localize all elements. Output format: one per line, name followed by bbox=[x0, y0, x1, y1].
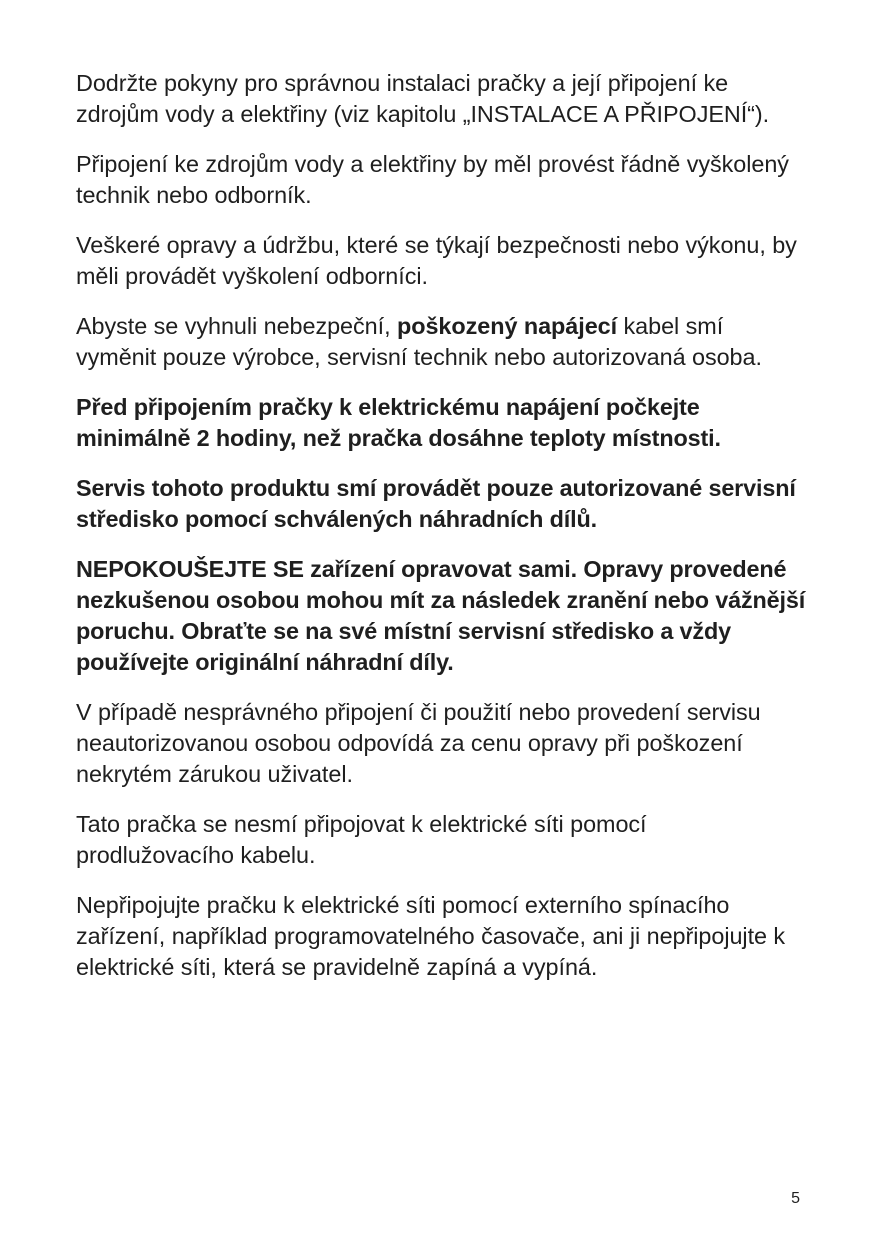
damaged-cable-text-start: Abyste se vyhnuli nebezpeční, bbox=[76, 313, 397, 339]
paragraph-no-external-switch: Nepřipojujte pračku k elektrické síti pomocí externího spínacího zařízení, například programovatelného časovače, ani ji nepřipojujte k elektrické síti, která se pravidelně zapíná a vypíná. bbox=[76, 892, 786, 980]
paragraph-damaged-cable bbox=[76, 311, 806, 373]
damaged-cable-emphasis: poškozený napájecí bbox=[396, 313, 618, 339]
paragraph-do-not-repair-yourself: NEPOKOUŠEJTE SE zařízení opravovat sami. Opravy provedené nezkušenou osobou mohou mít za následek zranění nebo vážnější poruchu. Obraťte se na své místní servisní středisko a vždy používejte originální náhradní díly. bbox=[76, 556, 806, 675]
paragraph-connection-technician: Připojení ke zdrojům vody a elektřiny by měl provést řádně vyškolený technik nebo odborník. bbox=[76, 151, 789, 208]
paragraph-authorized-service: Servis tohoto produktu smí provádět pouze autorizované servisní středisko pomocí schválených náhradních dílů. bbox=[76, 475, 796, 532]
page-number: 5 bbox=[791, 1190, 800, 1207]
paragraph-wait-before-connecting: Před připojením pračky k elektrickému napájení počkejte minimálně 2 hodiny, než pračka dosáhne teploty místnosti. bbox=[76, 394, 721, 451]
document-page bbox=[76, 68, 806, 1002]
damaged-cable-text-end: kabel smí vyměnit pouze výrobce, servisní technik nebo autorizovaná osoba. bbox=[76, 313, 762, 370]
paragraph-no-extension-cable: Tato pračka se nesmí připojovat k elektrické síti pomocí prodlužovacího kabelu. bbox=[76, 811, 647, 868]
paragraph-liability: V případě nesprávného připojení či použití nebo provedení servisu neautorizovanou osobou odpovídá za cenu opravy při poškození nekrytém zárukou uživatel. bbox=[76, 699, 761, 787]
paragraph-installation-instructions: Dodržte pokyny pro správnou instalaci pračky a její připojení ke zdrojům vody a elektřiny (viz kapitolu „INSTALACE A PŘIPOJENÍ“). bbox=[76, 70, 770, 127]
paragraph-repairs-maintenance: Veškeré opravy a údržbu, které se týkají bezpečnosti nebo výkonu, by měli provádět vyškolení odborníci. bbox=[76, 232, 797, 289]
